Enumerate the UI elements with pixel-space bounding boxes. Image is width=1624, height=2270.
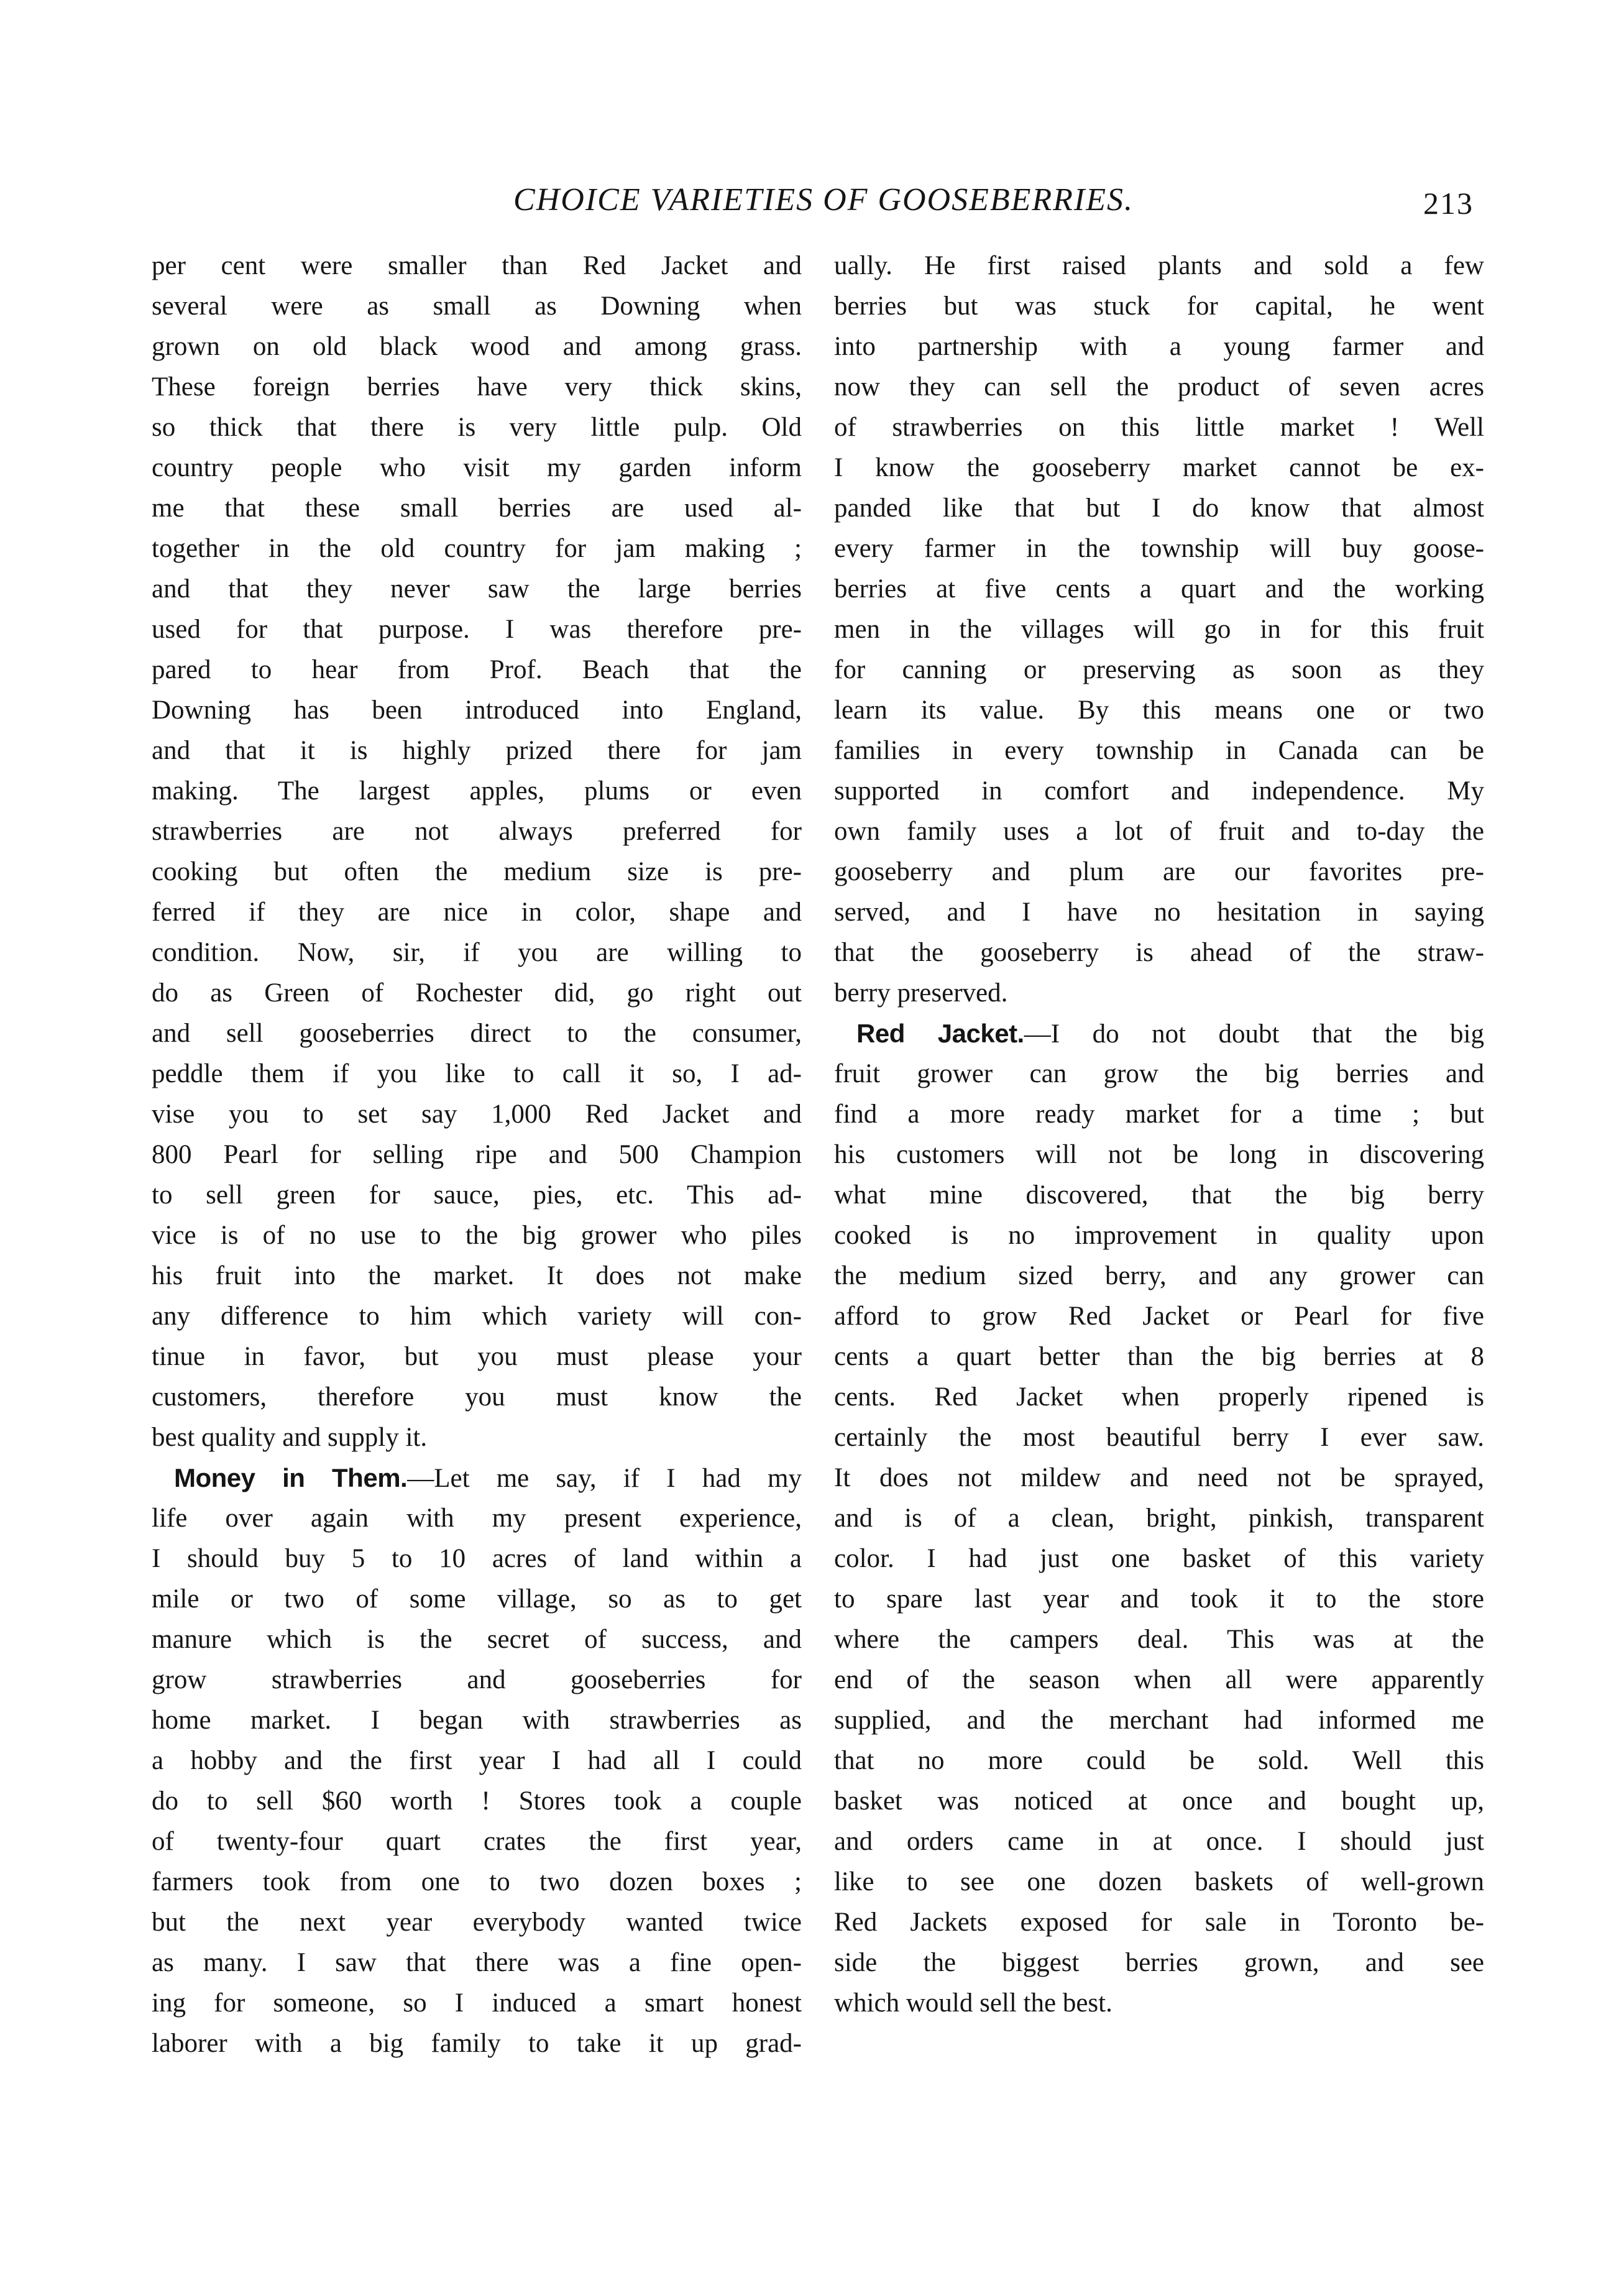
text-line: and that they never saw the large berries [152, 574, 802, 604]
text-line: cooking but often the medium size is pre- [152, 857, 802, 886]
text-line: farmers took from one to two dozen boxes ; [152, 1867, 802, 1896]
text-line: like to see one dozen baskets of well-grown [834, 1867, 1484, 1896]
text-line: families in every township in Canada can be [834, 736, 1484, 765]
text-line: what mine discovered, that the big berry [834, 1180, 1484, 1210]
text-line: gooseberry and plum are our favorites pre- [834, 857, 1484, 886]
text-line: supported in comfort and independence. My [834, 776, 1484, 806]
text-line: into partnership with a young farmer and [834, 332, 1484, 361]
text-line: ferred if they are nice in color, shape and [152, 898, 802, 927]
text-line: used for that purpose. I was therefore pre- [152, 615, 802, 644]
text-line: ually. He first raised plants and sold a few [834, 251, 1484, 280]
text-line: find a more ready market for a time ; but [834, 1100, 1484, 1129]
text-line: a hobby and the first year I had all I could [152, 1746, 802, 1775]
text-line: do as Green of Rochester did, go right out [152, 978, 802, 1008]
text-line: and sell gooseberries direct to the consumer, [152, 1019, 802, 1048]
text-line: cooked is no improvement in quality upon [834, 1221, 1484, 1250]
text-line: end of the season when all were apparently [834, 1665, 1484, 1694]
text-line: vice is of no use to the big grower who piles [152, 1221, 802, 1250]
text-line: fruit grower can grow the big berries and [834, 1059, 1484, 1088]
text-line: These foreign berries have very thick skins, [152, 372, 802, 402]
section-heading-continuation: —Let me say, if I had my [407, 1464, 802, 1493]
text-line: I know the gooseberry market cannot be ex- [834, 453, 1484, 482]
text-line: life over again with my present experience, [152, 1504, 802, 1533]
text-line: I should buy 5 to 10 acres of land within a [152, 1544, 802, 1573]
text-line: laborer with a big family to take it up grad- [152, 2029, 802, 2058]
text-line: tinue in favor, but you must please your [152, 1342, 802, 1371]
text-line: making. The largest apples, plums or even [152, 776, 802, 806]
text-line: the medium sized berry, and any grower can [834, 1261, 1484, 1290]
text-line: men in the villages will go in for this fruit [834, 615, 1484, 644]
text-line: berries but was stuck for capital, he went [834, 292, 1484, 321]
text-line: It does not mildew and need not be sprayed, [834, 1463, 1484, 1492]
text-line: served, and I have no hesitation in saying [834, 898, 1484, 927]
paragraph-last-line: which would sell the best. [834, 1988, 1112, 2018]
text-line: several were as small as Downing when [152, 292, 802, 321]
page-number: 213 [1423, 186, 1474, 221]
text-line: any difference to him which variety will con- [152, 1302, 802, 1331]
right-column [834, 246, 1484, 2023]
text-line: Red Jackets exposed for sale in Toronto be- [834, 1908, 1484, 1937]
text-line: cents a quart better than the big berries at 8 [834, 1342, 1484, 1371]
text-line: 800 Pearl for selling ripe and 500 Champion [152, 1140, 802, 1169]
text-line: and orders came in at once. I should just [834, 1827, 1484, 1856]
text-line: and is of a clean, bright, pinkish, transparent [834, 1504, 1484, 1533]
text-line: and that it is highly prized there for jam [152, 736, 802, 765]
text-line: now they can sell the product of seven acres [834, 372, 1484, 402]
text-line: customers, therefore you must know the [152, 1382, 802, 1412]
text-line: mile or two of some village, so as to get [152, 1584, 802, 1614]
text-line: vise you to set say 1,000 Red Jacket and [152, 1100, 802, 1129]
section-heading-continuation: —I do not doubt that the big [1024, 1019, 1484, 1049]
text-line: together in the old country for jam making ; [152, 534, 802, 563]
text-line: of strawberries on this little market ! Well [834, 413, 1484, 442]
paragraph-last-line: best quality and supply it. [152, 1423, 428, 1452]
text-line: ing for someone, so I induced a smart honest [152, 1988, 802, 2018]
text-line: home market. I began with strawberries as [152, 1706, 802, 1735]
text-line: color. I had just one basket of this variety [834, 1544, 1484, 1573]
text-line: to spare last year and took it to the store [834, 1584, 1484, 1614]
section-heading-money-in-them: Money in Them. [174, 1463, 408, 1492]
text-line: his fruit into the market. It does not make [152, 1261, 802, 1290]
text-line: peddle them if you like to call it so, I ad- [152, 1059, 802, 1088]
text-line: condition. Now, sir, if you are willing to [152, 938, 802, 967]
section-heading-red-jacket: Red Jacket. [856, 1019, 1024, 1048]
section-heading-line [834, 1013, 1484, 1054]
text-line: per cent were smaller than Red Jacket and [152, 251, 802, 280]
paragraph-last-line: berry preserved. [834, 978, 1008, 1008]
text-line: certainly the most beautiful berry I ever saw. [834, 1423, 1484, 1452]
text-line: every farmer in the township will buy goose- [834, 534, 1484, 563]
text-line: where the campers deal. This was at the [834, 1625, 1484, 1654]
text-line: pared to hear from Prof. Beach that the [152, 655, 802, 684]
text-line: do to sell $60 worth ! Stores took a couple [152, 1786, 802, 1816]
text-line: manure which is the secret of success, and [152, 1625, 802, 1654]
text-line: side the biggest berries grown, and see [834, 1948, 1484, 1977]
text-line: country people who visit my garden inform [152, 453, 802, 482]
text-line: learn its value. By this means one or two [834, 696, 1484, 725]
text-line: Downing has been introduced into England, [152, 696, 802, 725]
text-line: berries at five cents a quart and the working [834, 574, 1484, 604]
running-title: CHOICE VARIETIES OF GOOSEBERRIES. [513, 182, 1134, 218]
text-line: to sell green for sauce, pies, etc. This ad- [152, 1180, 802, 1210]
text-line: basket was noticed at once and bought up, [834, 1786, 1484, 1816]
text-line: so thick that there is very little pulp. Old [152, 413, 802, 442]
text-line: as many. I saw that there was a fine open- [152, 1948, 802, 1977]
text-line: that no more could be sold. Well this [834, 1746, 1484, 1775]
text-line: grow strawberries and gooseberries for [152, 1665, 802, 1694]
text-line: supplied, and the merchant had informed me [834, 1706, 1484, 1735]
section-heading-line [152, 1458, 802, 1498]
text-line: me that these small berries are used al- [152, 494, 802, 523]
text-line: cents. Red Jacket when properly ripened is [834, 1382, 1484, 1412]
text-line: afford to grow Red Jacket or Pearl for five [834, 1302, 1484, 1331]
left-column [152, 246, 802, 2064]
text-line: grown on old black wood and among grass. [152, 332, 802, 361]
text-line: of twenty-four quart crates the first year, [152, 1827, 802, 1856]
text-line: panded like that but I do know that almost [834, 494, 1484, 523]
text-line: his customers will not be long in discovering [834, 1140, 1484, 1169]
text-line: own family uses a lot of fruit and to-day the [834, 817, 1484, 846]
text-line: strawberries are not always preferred for [152, 817, 802, 846]
text-line: that the gooseberry is ahead of the straw- [834, 938, 1484, 967]
text-line: for canning or preserving as soon as they [834, 655, 1484, 684]
text-line: but the next year everybody wanted twice [152, 1908, 802, 1937]
